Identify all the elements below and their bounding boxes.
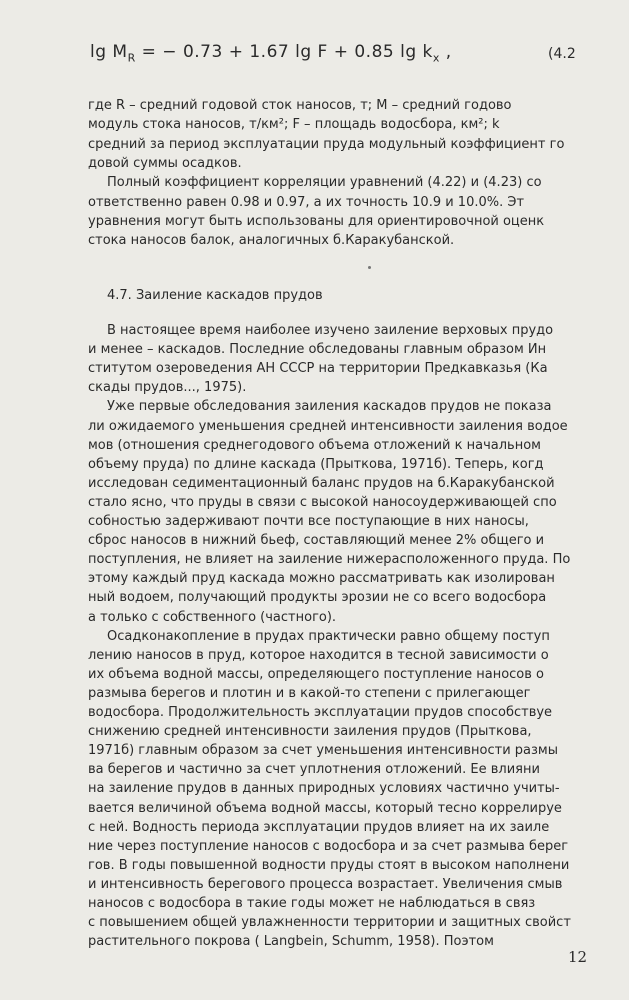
regression-formula bbox=[90, 42, 452, 64]
formula-sub-r: R bbox=[127, 51, 136, 65]
text-line: довой суммы осадков. bbox=[88, 155, 242, 171]
formula-rhs: = − 0.73 + 1.67 lg F + 0.85 lg k bbox=[135, 42, 433, 62]
text-line: Полный коэффициент корреляции уравнений (4.22) и (4.23) со bbox=[107, 175, 542, 191]
text-line: стока наносов балок, аналогичных б.Каракубанской. bbox=[88, 233, 455, 249]
text-line: лению наносов в пруд, которое находится в тесной зависимости о bbox=[88, 647, 549, 663]
equation-number: (4.2 bbox=[548, 46, 576, 62]
text-line: и менее – каскадов. Последние обследованы главным образом Ин bbox=[88, 342, 547, 358]
text-line: В настоящее время наиболее изучено заиление верховых прудо bbox=[107, 323, 554, 338]
text-line: ститутом озероведения АН СССР на территории Предкавказья (Ка bbox=[88, 361, 548, 377]
text-line: растительного покрова ( Langbein, Schumm, 1958). Поэтом bbox=[88, 934, 494, 950]
formula-tail: , bbox=[439, 42, 452, 62]
text-line: их объема водной массы, определяющего поступление наносов о bbox=[88, 666, 545, 682]
text-line: водосбора. Продолжительность эксплуатации прудов способствуе bbox=[88, 705, 553, 720]
text-line: модуль стока наносов, т/км²; F – площадь водосбора, км²; k bbox=[88, 117, 500, 133]
section-heading: 4.7. Заиление каскадов прудов bbox=[107, 288, 323, 303]
text-line: наносов с водосбора в такие годы может не наблюдаться в связ bbox=[88, 896, 536, 911]
text-line: мов (отношения среднегодового объема отложений к начальном bbox=[88, 437, 541, 453]
text-line: на заиление прудов в данных природных условиях частично учиты- bbox=[88, 781, 560, 797]
text-line: вается величиной объема водной массы, который тесно коррелируе bbox=[88, 800, 562, 816]
text-line: средний за период эксплуатации пруда модульный коэффициент го bbox=[88, 136, 565, 152]
text-line: ние через поступление наносов с водосбора и за счет размыва берег bbox=[88, 838, 569, 854]
text-line: размыва берегов и плотин и в какой-то степени с прилегающег bbox=[88, 685, 531, 701]
text-line: скады прудов..., 1975). bbox=[88, 380, 247, 396]
text-line: исследован седиментационный баланс прудов на б.Каракубанской bbox=[88, 475, 555, 491]
speck-mark bbox=[368, 266, 371, 269]
text-line: уравнения могут быть использованы для ориентировочной оценк bbox=[88, 213, 545, 229]
text-line: этому каждый пруд каскада можно рассматривать как изолирован bbox=[88, 571, 555, 587]
text-line: объему пруда) по длине каскада (Прыткова, 1971б). Теперь, когд bbox=[88, 456, 544, 472]
text-line: 1971б) главным образом за счет уменьшения интенсивности размы bbox=[88, 743, 558, 759]
text-line: где R – средний годовой сток наносов, т; M – средний годово bbox=[88, 98, 512, 113]
text-line: собностью задерживают почти все поступающие в них наносы, bbox=[88, 514, 529, 529]
text-line: Уже первые обследования заиления каскадов прудов не показа bbox=[107, 399, 552, 415]
text-line: Осадконакопление в прудах практически равно общему поступ bbox=[107, 628, 550, 644]
formula-lhs: lg M bbox=[90, 42, 128, 62]
text-line: с ней. Водность периода эксплуатации прудов влияет на их заиле bbox=[88, 819, 550, 835]
text-line: ный водоем, получающий продукты эрозии не со всего водосбора bbox=[88, 590, 547, 606]
text-line: ли ожидаемого уменьшения средней интенсивности заиления водое bbox=[88, 418, 568, 434]
text-line: сброс наносов в нижний бьеф, составляющий менее 2% общего и bbox=[88, 533, 545, 549]
text-line: гов. В годы повышенной водности пруды стоят в высоком наполнени bbox=[88, 857, 570, 873]
text-line: с повышением общей увлажненности территории и защитных свойст bbox=[88, 915, 571, 931]
page-number: 12 bbox=[568, 948, 588, 966]
text-line: снижению средней интенсивности заиления прудов (Прыткова, bbox=[88, 724, 532, 740]
text-line: ответственно равен 0.98 и 0.97, а их точность 10.9 и 10.0%. Эт bbox=[88, 194, 525, 210]
text-line: ва берегов и частично за счет уплотнения отложений. Ее влияни bbox=[88, 762, 540, 778]
text-line: поступления, не влияет на заиление нижерасположенного пруда. По bbox=[88, 552, 571, 568]
text-line: а только с собственного (частного). bbox=[88, 609, 337, 625]
text-line: стало ясно, что пруды в связи с высокой наносоудерживающей спо bbox=[88, 494, 557, 510]
formula-sub-x: x bbox=[432, 51, 440, 65]
text-line: и интенсивность берегового процесса возрастает. Увеличения смыв bbox=[88, 876, 563, 892]
